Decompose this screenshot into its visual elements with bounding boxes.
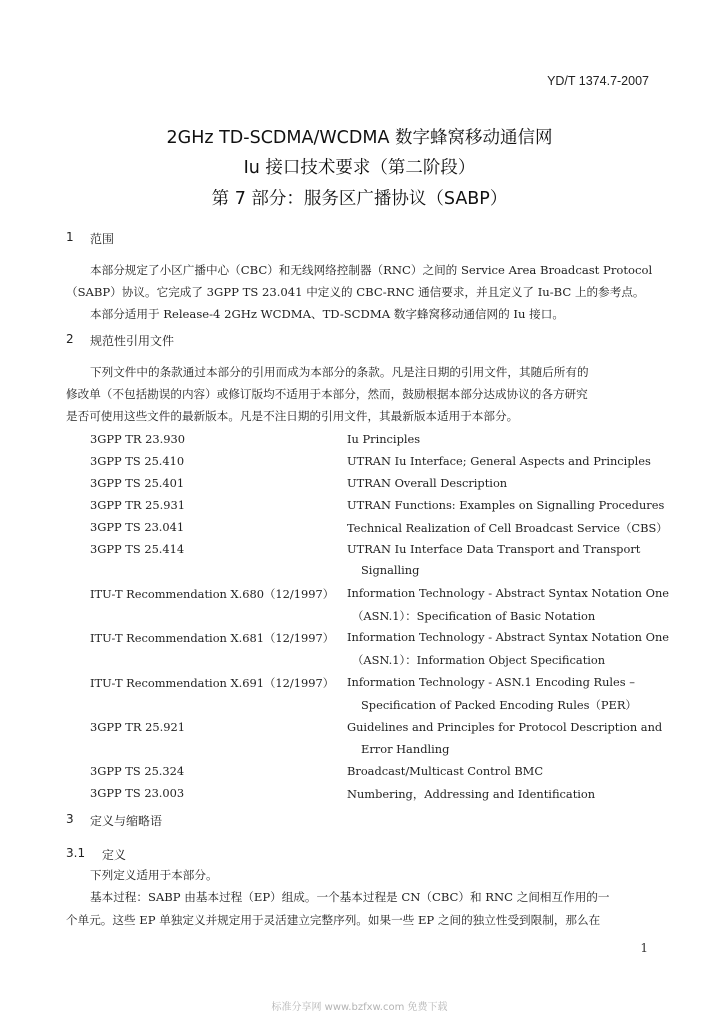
reference-title-continued: Signalling xyxy=(361,563,420,577)
reference-title-continued: Specification of Packed Encoding Rules（PER） xyxy=(361,698,637,712)
section-2-heading: 规范性引用文件 xyxy=(90,334,175,348)
reference-doc: ITU-T Recommendation X.680（12/1997） xyxy=(90,587,335,601)
section-3-paragraph-1: 下列定义适用于本部分。 xyxy=(90,868,218,882)
reference-doc: 3GPP TS 23.041 xyxy=(90,520,185,534)
reference-doc: 3GPP TS 25.401 xyxy=(90,476,185,490)
standard-code: YD/T 1374.7-2007 xyxy=(547,74,649,88)
reference-title-continued: （ASN.1）：Information Object Specification xyxy=(352,653,606,667)
reference-title: Technical Realization of Cell Broadcast Service（CBS） xyxy=(347,521,668,535)
section-2-paragraph-line-1: 下列文件中的条款通过本部分的引用而成为本部分的条款。凡是注日期的引用文件，其随后所有的 xyxy=(90,365,589,379)
reference-title: Numbering，Addressing and Identification xyxy=(347,787,596,801)
section-3-paragraph-2-line-1: 基本过程：SABP 由基本过程（EP）组成。一个基本过程是 CN（CBC）和 RNC 之间相互作用的一 xyxy=(90,890,610,904)
document-title-line-1: 2GHz TD-SCDMA/WCDMA 数字蜂窝移动通信网 xyxy=(166,128,553,148)
section-1-paragraph-1-line-2: （SABP）协议。它完成了 3GPP TS 23.041 中定义的 CBC-RNC 通信要求，并且定义了 Iu-BC 上的参考点。 xyxy=(66,285,645,299)
page-number: 1 xyxy=(640,941,648,955)
section-2-paragraph-line-2: 修改单（不包括勘误的内容）或修订版均不适用于本部分，然而，鼓励根据本部分达成协议的各方研究 xyxy=(66,387,588,401)
section-2-paragraph-line-3: 是否可使用这些文件的最新版本。凡是不注日期的引用文件，其最新版本适用于本部分。 xyxy=(66,409,519,423)
subsection-3-1-heading: 定义 xyxy=(102,848,127,862)
section-3-number: 3 xyxy=(66,812,74,826)
reference-doc: 3GPP TS 25.324 xyxy=(90,764,185,778)
reference-doc: 3GPP TS 23.003 xyxy=(90,786,185,800)
reference-title: UTRAN Overall Description xyxy=(347,476,508,490)
reference-title: UTRAN Iu Interface Data Transport and Transport xyxy=(347,542,641,556)
reference-title: UTRAN Iu Interface; General Aspects and Principles xyxy=(347,454,651,468)
reference-title: Information Technology - Abstract Syntax Notation One xyxy=(347,586,670,600)
reference-doc: 3GPP TR 25.931 xyxy=(90,498,185,512)
section-2-number: 2 xyxy=(66,332,74,346)
document-title-line-3: 第 7 部分：服务区广播协议（SABP） xyxy=(211,189,508,209)
reference-title: Guidelines and Principles for Protocol Description and xyxy=(347,720,663,734)
footer-watermark: 标准分享网 www.bzfxw.com 免费下载 xyxy=(271,1002,448,1013)
reference-title: Information Technology - ASN.1 Encoding Rules – xyxy=(347,675,635,689)
reference-doc: 3GPP TS 25.410 xyxy=(90,454,185,468)
reference-doc: 3GPP TR 23.930 xyxy=(90,432,185,446)
reference-title: UTRAN Functions: Examples on Signalling Procedures xyxy=(347,498,665,512)
reference-title: Iu Principles xyxy=(347,432,421,446)
section-1-paragraph-1-line-1: 本部分规定了小区广播中心（CBC）和无线网络控制器（RNC）之间的 Service Area Broadcast Protocol xyxy=(90,263,653,277)
section-1-paragraph-2: 本部分适用于 Release-4 2GHz WCDMA、TD-SCDMA 数字蜂窝移动通信网的 Iu 接口。 xyxy=(90,307,564,321)
reference-title: Information Technology - Abstract Syntax Notation One xyxy=(347,630,670,644)
section-1-heading: 范围 xyxy=(90,232,115,246)
reference-title: Broadcast/Multicast Control BMC xyxy=(347,764,544,778)
reference-doc: 3GPP TR 25.921 xyxy=(90,720,185,734)
section-3-heading: 定义与缩略语 xyxy=(90,814,163,828)
reference-doc: ITU-T Recommendation X.681（12/1997） xyxy=(90,631,335,645)
document-title-line-2: Iu 接口技术要求（第二阶段） xyxy=(243,158,476,178)
subsection-3-1-number: 3.1 xyxy=(66,846,86,860)
section-1-number: 1 xyxy=(66,230,74,244)
reference-doc: ITU-T Recommendation X.691（12/1997） xyxy=(90,676,335,690)
reference-doc: 3GPP TS 25.414 xyxy=(90,542,185,556)
section-3-paragraph-2-line-2: 个单元。这些 EP 单独定义并规定用于灵活建立完整序列。如果一些 EP 之间的独立性受到限制，那么在 xyxy=(66,913,601,927)
reference-title-continued: （ASN.1）：Specification of Basic Notation xyxy=(352,609,596,623)
reference-title-continued: Error Handling xyxy=(361,742,450,756)
